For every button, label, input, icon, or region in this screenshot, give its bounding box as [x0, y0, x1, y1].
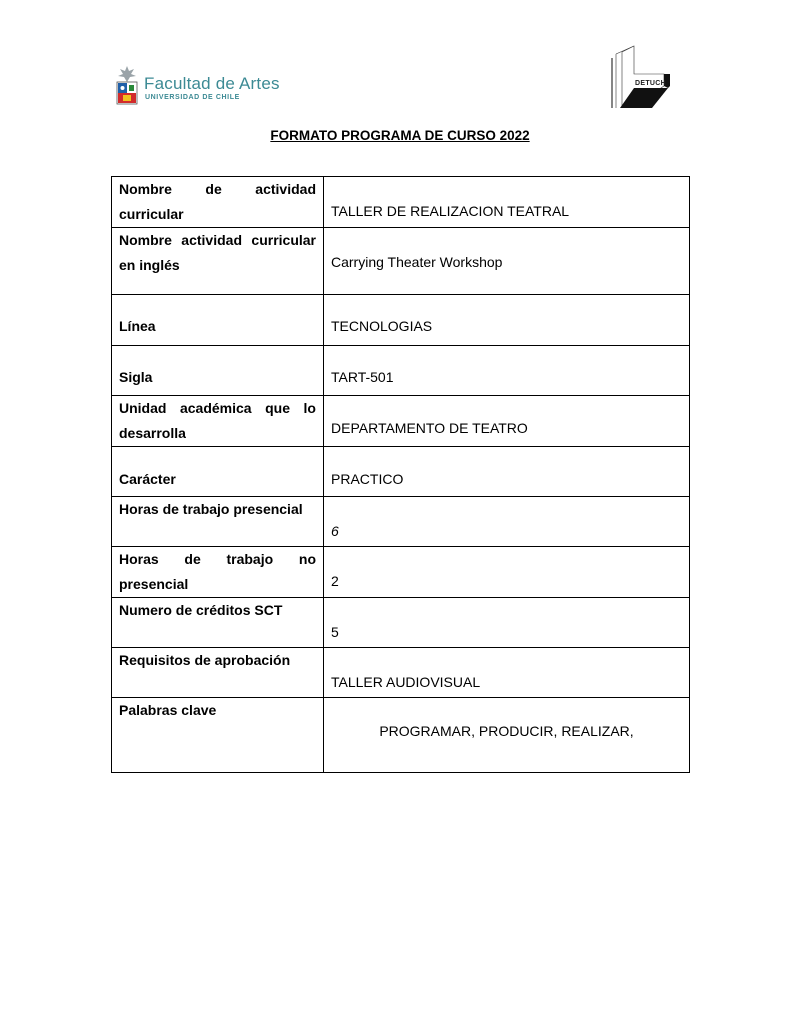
- field-label-cell: [112, 295, 324, 346]
- field-value: TECNOLOGIAS: [331, 318, 433, 334]
- field-value-cell: [324, 396, 690, 447]
- document-title: FORMATO PROGRAMA DE CURSO 2022: [270, 128, 530, 143]
- field-value-cell: [324, 497, 690, 547]
- field-label: Requisitos de aprobación: [112, 648, 324, 698]
- table-row: [112, 177, 690, 228]
- field-label: Horas de trabajo no presencial: [112, 547, 324, 598]
- faculty-name: Facultad de Artes: [144, 74, 280, 93]
- field-value-cell: [324, 346, 690, 396]
- field-value-cell: [324, 648, 690, 698]
- field-value-cell: [324, 228, 690, 295]
- table-row: [112, 396, 690, 447]
- detuch-logo: [608, 44, 674, 110]
- field-label: Nombre de actividad curricular: [112, 177, 324, 228]
- table-row: [112, 698, 690, 773]
- field-value: 6: [331, 523, 339, 539]
- field-value: 2: [331, 573, 339, 589]
- field-label: Nombre actividad curricular en inglés: [112, 228, 324, 295]
- field-value: TALLER DE REALIZACION TEATRAL: [331, 203, 570, 219]
- field-label: Palabras clave: [112, 698, 324, 773]
- table-row: [112, 547, 690, 598]
- faculty-logo: [114, 66, 284, 108]
- detuch-emblem-icon: [608, 44, 674, 110]
- table-row: [112, 497, 690, 547]
- field-value-cell: [324, 698, 690, 773]
- detuch-label: DETUCH: [635, 80, 666, 87]
- field-value: PROGRAMAR, PRODUCIR, REALIZAR,: [379, 723, 634, 739]
- field-label-cell: [112, 447, 324, 497]
- table-row: [112, 648, 690, 698]
- field-value-cell: [324, 447, 690, 497]
- table-row: [112, 598, 690, 648]
- course-program-table: [111, 176, 690, 773]
- table-row: [112, 295, 690, 346]
- field-value-cell: [324, 177, 690, 228]
- field-label: Horas de trabajo presencial: [112, 497, 324, 547]
- field-value: Carrying Theater Workshop: [331, 254, 503, 270]
- university-name: UNIVERSIDAD DE CHILE: [145, 94, 240, 101]
- table-row: [112, 228, 690, 295]
- table-row: [112, 346, 690, 396]
- field-value-cell: [324, 547, 690, 598]
- field-label: Numero de créditos SCT: [112, 598, 324, 648]
- field-value: TART-501: [331, 369, 394, 385]
- field-label: Línea: [119, 318, 156, 334]
- field-value: 5: [331, 624, 339, 640]
- field-value-cell: [324, 598, 690, 648]
- field-label: Carácter: [119, 471, 176, 487]
- field-label: Sigla: [119, 369, 153, 385]
- field-value-cell: [324, 295, 690, 346]
- field-label: Unidad académica que lo desarrolla: [112, 396, 324, 447]
- university-crest-icon: [114, 66, 140, 106]
- table-row: [112, 447, 690, 497]
- field-label-cell: [112, 346, 324, 396]
- field-value: TALLER AUDIOVISUAL: [331, 674, 481, 690]
- field-value: PRACTICO: [331, 471, 404, 487]
- field-value: DEPARTAMENTO DE TEATRO: [331, 420, 528, 436]
